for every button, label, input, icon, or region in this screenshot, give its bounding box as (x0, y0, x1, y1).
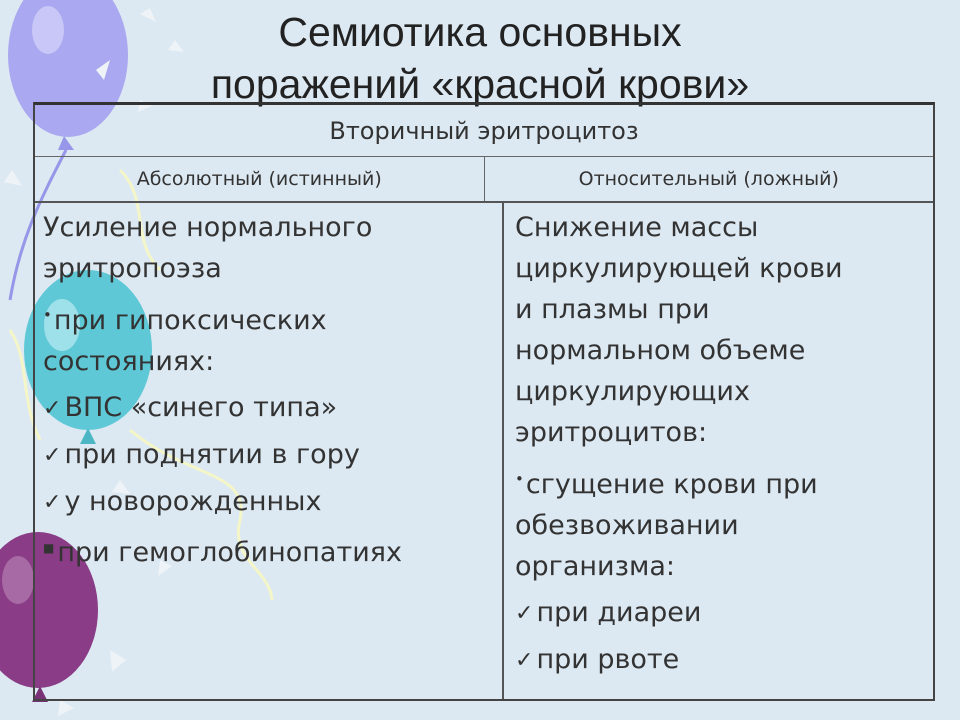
text-line: циркулирующих (515, 376, 750, 407)
check-text: при поднятии в гору (64, 439, 360, 470)
check-icon: ✓ (43, 396, 62, 421)
title-line-1: Семиотика основных (278, 9, 682, 55)
check-icon: ✓ (43, 490, 62, 515)
check-icon: ✓ (43, 443, 62, 468)
check-item (515, 592, 925, 634)
text-line: эритропоэза (43, 253, 222, 284)
bullet-item (515, 459, 925, 505)
table-body-row (35, 203, 933, 699)
page-title (110, 6, 850, 110)
absolute-column (35, 203, 502, 699)
table-header: Вторичный эритроцитоз (35, 105, 933, 157)
absolute-heading: Абсолютный (истинный) (136, 168, 382, 190)
relative-heading: Относительный (ложный) (484, 157, 934, 201)
bullet-item (43, 295, 494, 341)
check-text: ВПС «синего типа» (64, 392, 338, 423)
text-line: нормальном объеме (515, 335, 806, 366)
bullet-text: сгущение крови при (525, 469, 818, 500)
square-text: при гемоглобинопатиях (57, 537, 402, 568)
square-bullet-icon: ■ (43, 541, 55, 555)
relative-column (502, 203, 933, 699)
check-item (43, 434, 494, 476)
bullet-icon: • (515, 470, 524, 488)
text-line: эритроцитов: (515, 417, 708, 448)
text-line: обезвоживании (515, 510, 739, 541)
text-line: и плазмы при (515, 294, 710, 325)
check-item (43, 387, 494, 429)
check-text: при диареи (536, 597, 702, 628)
check-text: при рвоте (536, 644, 680, 675)
erythrocytosis-table (33, 102, 935, 701)
check-item (43, 481, 494, 523)
text-line: Усиление нормального (43, 212, 373, 243)
bullet-text: при гипоксических (53, 305, 327, 336)
check-icon: ✓ (515, 601, 534, 626)
text-line: Снижение массы (515, 212, 759, 243)
text-line: организма: (515, 551, 675, 582)
square-item (43, 528, 494, 573)
text-line: циркулирующей крови (515, 253, 843, 284)
check-item (515, 639, 925, 681)
bullet-icon: • (43, 306, 52, 324)
title-line-2: поражений «красной крови» (210, 61, 750, 107)
text-line: состояниях: (43, 346, 215, 377)
check-icon: ✓ (515, 648, 534, 673)
table-subheader-row (35, 157, 933, 203)
check-text: у новорожденных (64, 486, 322, 517)
